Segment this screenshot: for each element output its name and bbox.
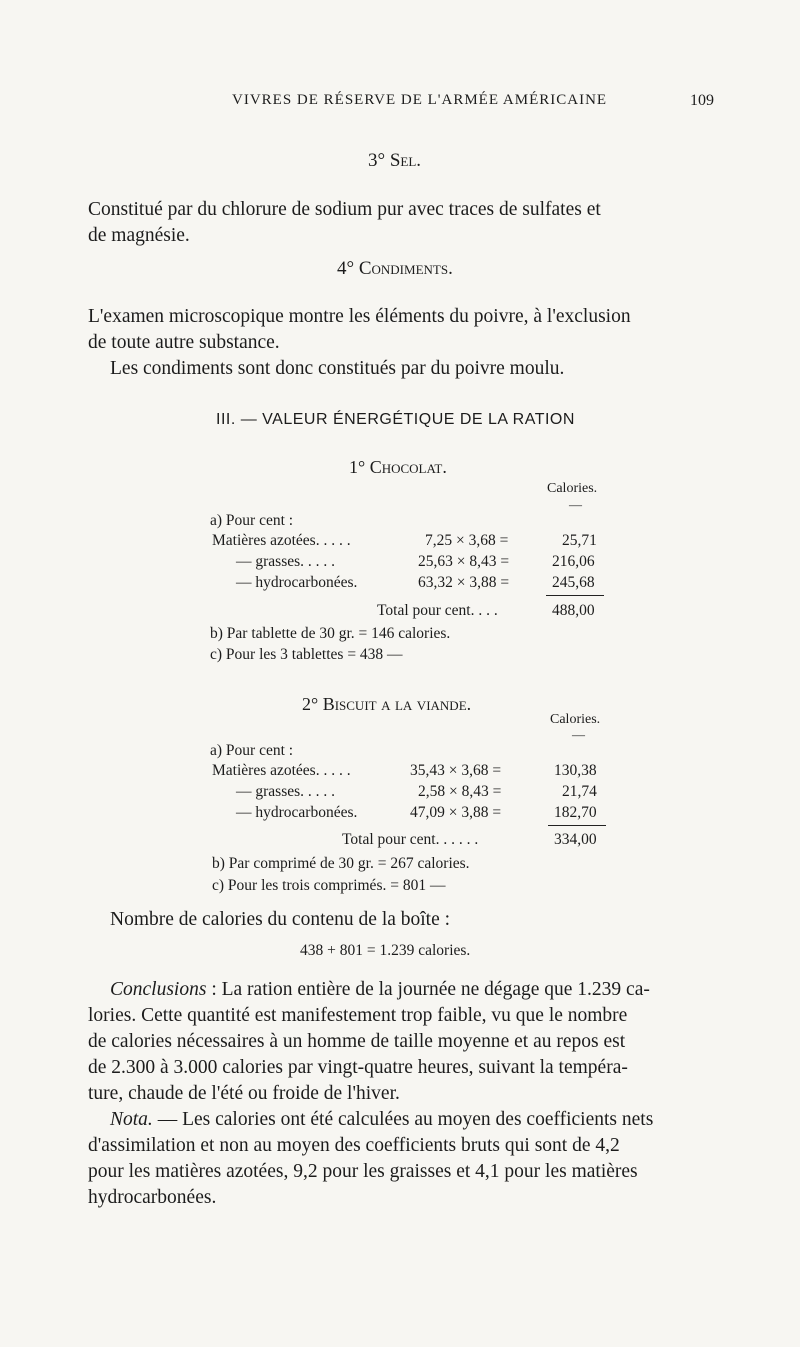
heading-sel: 3° Sel.: [368, 150, 422, 171]
biscuit-calories-header: Calories.: [550, 712, 601, 727]
nota-line-2: d'assimilation et non au moyen des coefficients bruts qui sont de 4,2: [88, 1135, 620, 1156]
nota-line-3: pour les matières azotées, 9,2 pour les graisses et 4,1 pour les matières: [88, 1161, 638, 1182]
section-title: III. — VALEUR ÉNERGÉTIQUE DE LA RATION: [216, 411, 575, 428]
boite-line: Nombre de calories du contenu de la boîte :: [110, 909, 451, 930]
chocolat-row-label: Matières azotées. . . . .: [212, 532, 351, 549]
chocolat-calories-header: Calories.: [547, 481, 598, 496]
biscuit-total-label: Total pour cent. . . . . .: [342, 831, 479, 848]
conclusions-line-1: [88, 977, 724, 1003]
chocolat-row-calc: 63,32 × 3,88 =: [418, 574, 510, 591]
heading-chocolat: 1° Chocolat.: [349, 457, 447, 477]
biscuit-row-calories: 130,38: [554, 762, 597, 779]
biscuit-row-calc: 2,58 × 8,43 =: [418, 783, 502, 800]
conclusions-line-5: ture, chaude de l'été ou froide de l'hiver.: [88, 1083, 400, 1104]
biscuit-total-rule: [548, 825, 606, 826]
chocolat-row-calc: 7,25 × 3,68 =: [425, 532, 509, 549]
chocolat-row-calories: 245,68: [552, 574, 595, 591]
biscuit-row-label: — hydrocarbonées.: [236, 804, 358, 821]
condiments-line-2: de toute autre substance.: [88, 332, 280, 353]
chocolat-calories-underline: —: [569, 497, 582, 512]
condiments-line-3: Les condiments sont donc constitués par du poivre moulu.: [110, 358, 565, 379]
chocolat-row-calc: 25,63 × 8,43 =: [418, 553, 510, 570]
chocolat-row-calories: 25,71: [562, 532, 597, 549]
chocolat-a-label: a) Pour cent :: [210, 512, 294, 529]
biscuit-row-label: — grasses. . . . .: [236, 783, 336, 800]
chocolat-total-rule: [546, 595, 604, 596]
boite-equation: 438 + 801 = 1.239 calories.: [300, 942, 471, 959]
nota-line-1-text: — Les calories ont été calculées au moyen des coefficients nets: [152, 1109, 654, 1130]
conclusions-line-3: de calories nécessaires à un homme de taille moyenne et au repos est: [88, 1031, 626, 1052]
heading-condiments: 4° Condiments.: [337, 258, 453, 279]
conclusions-line-2: lories. Cette quantité est manifestement trop faible, vu que le nombre: [88, 1005, 628, 1026]
biscuit-c-line: c) Pour les trois comprimés. = 801 —: [212, 877, 446, 894]
biscuit-total-value: 334,00: [554, 831, 597, 848]
biscuit-row-calc: 35,43 × 3,68 =: [410, 762, 502, 779]
chocolat-row-label: — hydrocarbonées.: [236, 574, 358, 591]
nota-line-4: hydrocarbonées.: [88, 1187, 217, 1208]
biscuit-b-line: b) Par comprimé de 30 gr. = 267 calories.: [212, 855, 470, 872]
page-number: 109: [690, 92, 714, 109]
chocolat-row-calories: 216,06: [552, 553, 595, 570]
chocolat-row-label: — grasses. . . . .: [236, 553, 336, 570]
biscuit-a-label: a) Pour cent :: [210, 742, 294, 759]
chocolat-c-line: c) Pour les 3 tablettes = 438 —: [210, 646, 403, 663]
condiments-line-1: L'examen microscopique montre les éléments du poivre, à l'exclusion: [88, 306, 631, 327]
sel-line-2: de magnésie.: [88, 225, 190, 246]
sel-line-1: Constitué par du chlorure de sodium pur avec traces de sulfates et: [88, 199, 601, 220]
biscuit-row-calories: 182,70: [554, 804, 597, 821]
condiments-paragraph: [88, 304, 724, 382]
conclusions-line-4: de 2.300 à 3.000 calories par vingt-quatre heures, suivant la tempéra-: [88, 1057, 628, 1078]
conclusions-paragraph: [88, 977, 724, 1107]
biscuit-row-calories: 21,74: [562, 783, 597, 800]
biscuit-calories-underline: —: [572, 727, 585, 742]
heading-biscuit: 2° Biscuit a la viande.: [302, 694, 472, 714]
chocolat-total-label: Total pour cent. . . .: [377, 602, 498, 619]
conclusions-line-1-text: : La ration entière de la journée ne dégage que 1.239 ca-: [206, 979, 650, 1000]
nota-line-1: [88, 1107, 724, 1133]
nota-label: Nota.: [110, 1109, 153, 1130]
running-title: VIVRES DE RÉSERVE DE L'ARMÉE AMÉRICAINE: [232, 92, 608, 108]
nota-paragraph: [88, 1107, 724, 1211]
biscuit-row-calc: 47,09 × 3,88 =: [410, 804, 502, 821]
chocolat-total-value: 488,00: [552, 602, 595, 619]
biscuit-row-label: Matières azotées. . . . .: [212, 762, 351, 779]
chocolat-b-line: b) Par tablette de 30 gr. = 146 calories.: [210, 625, 451, 642]
conclusions-label: Conclusions: [110, 979, 207, 1000]
sel-paragraph: [88, 197, 724, 249]
